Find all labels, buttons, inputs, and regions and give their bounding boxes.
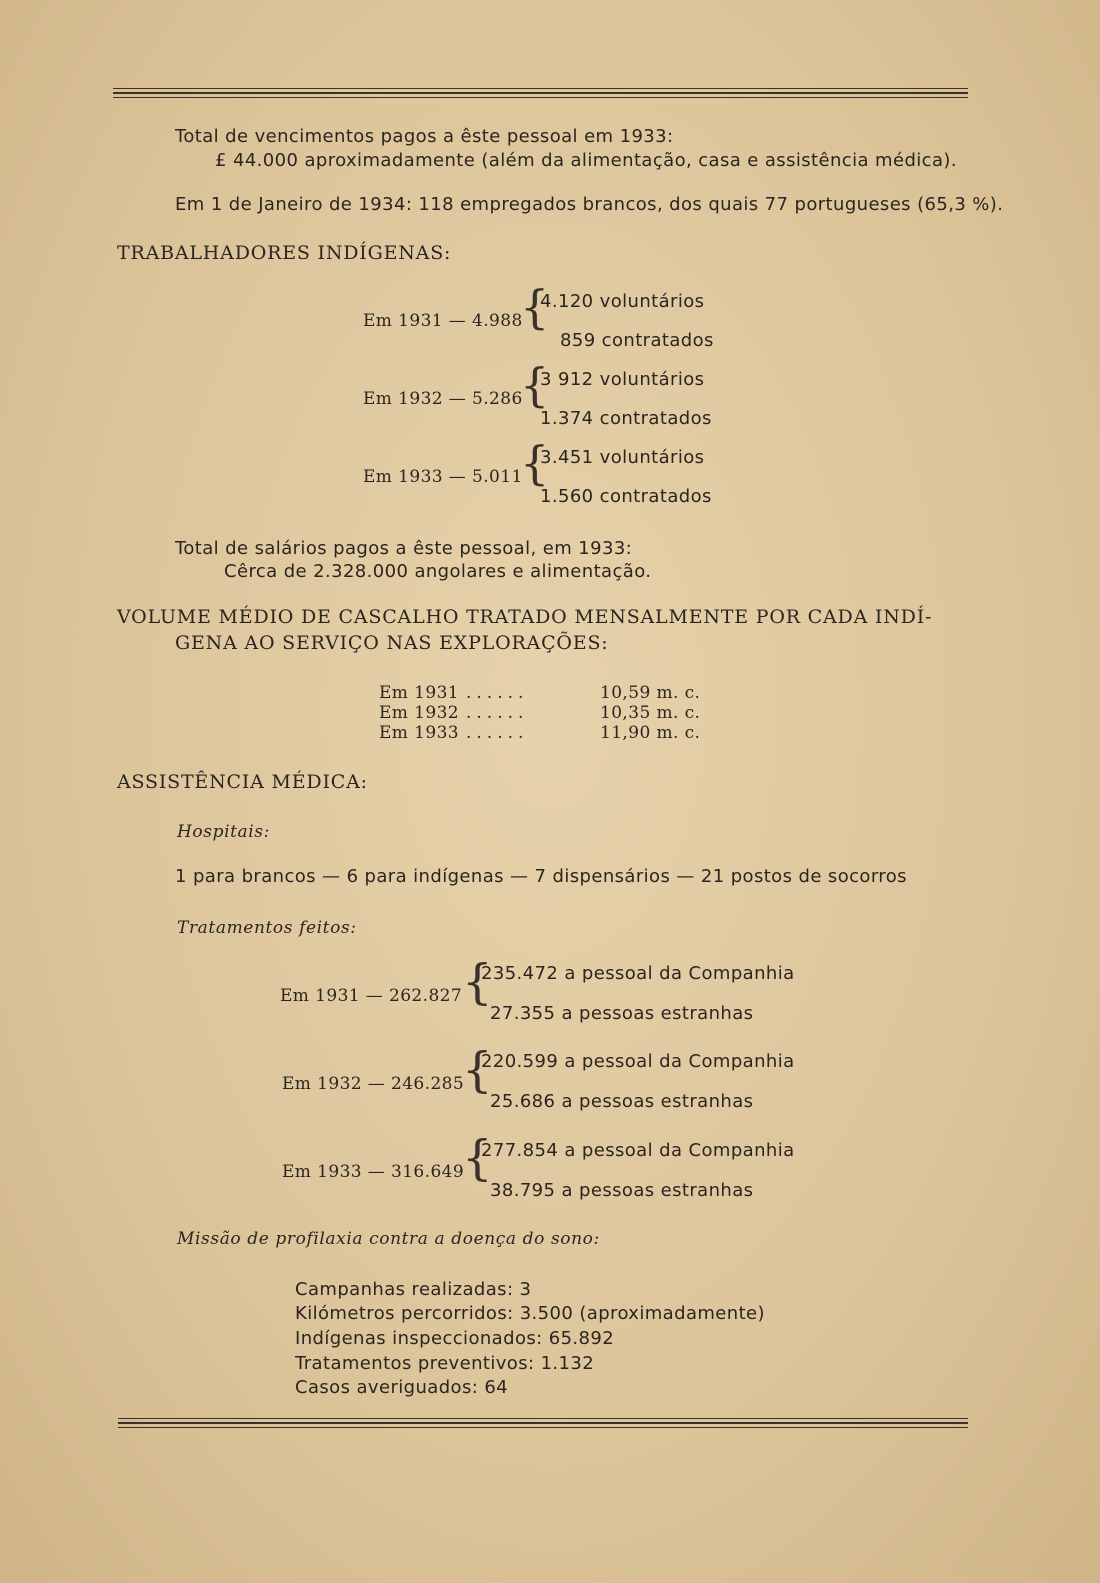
mission-title: Missão de profilaxia contra a doença do sono: — [177, 1229, 600, 1249]
year-label: Em 1932 — 5.286 — [363, 389, 523, 409]
treatment-outsiders: 25.686 a pessoas estranhas — [490, 1091, 754, 1112]
brace-icon: { — [520, 436, 550, 490]
mission-item: Casos averiguados: 64 — [295, 1377, 509, 1398]
gravel-year: Em 1931 — [379, 683, 459, 703]
brace-icon: { — [462, 1130, 493, 1186]
treatment-year-label: Em 1931 — 262.827 — [280, 986, 463, 1006]
gravel-value: 10,59 m. c. — [600, 683, 701, 703]
wages-line: Total de salários pagos a êste pessoal, em 1933: — [175, 538, 633, 559]
top-rule — [113, 88, 968, 101]
gravel-value: 11,90 m. c. — [600, 723, 701, 743]
volunteers-value: 3 912 voluntários — [540, 369, 705, 390]
brace-icon: { — [462, 1042, 493, 1098]
gravel-value: 10,35 m. c. — [600, 703, 701, 723]
gravel-year: Em 1933 — [379, 723, 459, 743]
gravel-dots: ...... — [466, 723, 529, 743]
year-label: Em 1931 — 4.988 — [363, 311, 523, 331]
brace-icon: { — [462, 954, 493, 1010]
mission-item: Indígenas inspeccionados: 65.892 — [295, 1328, 615, 1349]
gravel-heading-line2: GENA AO SERVIÇO NAS EXPLORAÇÕES: — [175, 632, 609, 654]
gravel-dots: ...... — [466, 703, 529, 723]
treatments-title: Tratamentos feitos: — [177, 918, 357, 938]
mission-item: Tratamentos preventivos: 1.132 — [295, 1353, 595, 1374]
treatment-staff: 235.472 a pessoal da Companhia — [481, 963, 795, 984]
contracted-value: 859 contratados — [560, 330, 714, 351]
treatment-outsiders: 27.355 a pessoas estranhas — [490, 1003, 754, 1024]
hospitals-line: 1 para brancos — 6 para indígenas — 7 dispensários — 21 postos de socorros — [175, 866, 907, 887]
treatment-staff: 220.599 a pessoal da Companhia — [481, 1051, 795, 1072]
contracted-value: 1.560 contratados — [540, 486, 712, 507]
hospitals-title: Hospitais: — [177, 822, 270, 842]
treatment-year-label: Em 1933 — 316.649 — [282, 1162, 465, 1182]
year-label: Em 1933 — 5.011 — [363, 467, 523, 487]
treatment-staff: 277.854 a pessoal da Companhia — [481, 1140, 795, 1161]
bottom-rule — [118, 1418, 968, 1431]
contracted-value: 1.374 contratados — [540, 408, 712, 429]
gravel-year: Em 1932 — [379, 703, 459, 723]
mission-item: Kilómetros percorridos: 3.500 (aproximadamente) — [295, 1303, 765, 1324]
native-workers-heading: TRABALHADORES INDÍGENAS: — [117, 242, 452, 264]
salaries-line: Total de vencimentos pagos a êste pessoal em 1933: — [175, 126, 674, 147]
gravel-heading-line1: VOLUME MÉDIO DE CASCALHO TRATADO MENSALMENTE POR CADA INDÍ- — [117, 606, 933, 628]
brace-icon: { — [520, 358, 550, 412]
treatment-outsiders: 38.795 a pessoas estranhas — [490, 1180, 754, 1201]
medical-heading: ASSISTÊNCIA MÉDICA: — [117, 771, 368, 793]
wages-value: Cêrca de 2.328.000 angolares e alimentação. — [224, 561, 652, 582]
brace-icon: { — [520, 280, 550, 334]
treatment-year-label: Em 1932 — 246.285 — [282, 1074, 465, 1094]
volunteers-value: 3.451 voluntários — [540, 447, 705, 468]
gravel-dots: ...... — [466, 683, 529, 703]
salaries-value: £ 44.000 aproximadamente (além da alimentação, casa e assistência médica). — [215, 150, 957, 171]
january-line: Em 1 de Janeiro de 1934: 118 empregados brancos, dos quais 77 portugueses (65,3 %). — [175, 194, 1004, 215]
volunteers-value: 4.120 voluntários — [540, 291, 705, 312]
mission-item: Campanhas realizadas: 3 — [295, 1279, 532, 1300]
